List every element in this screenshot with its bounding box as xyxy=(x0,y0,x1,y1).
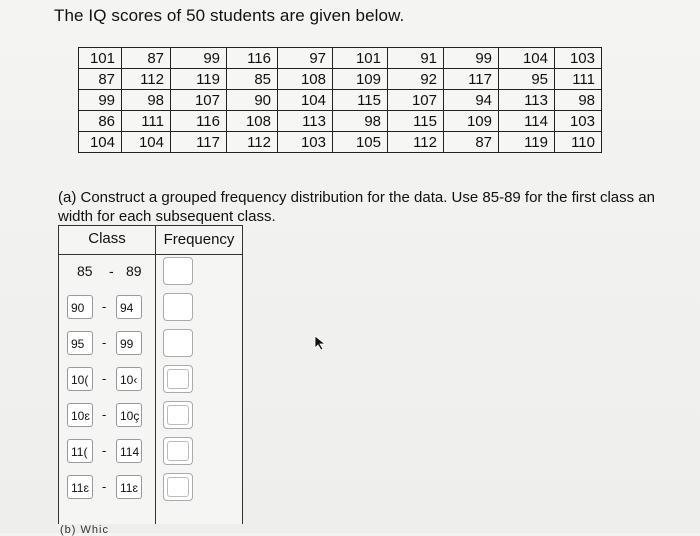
score-cell: 104 xyxy=(278,90,333,111)
class-row-7 xyxy=(59,470,242,506)
class-lower-input[interactable]: 95 xyxy=(67,331,93,355)
score-cell: 98 xyxy=(333,111,388,132)
question-line-2: width for each subsequent class. xyxy=(58,208,276,225)
class-cell xyxy=(59,362,155,398)
score-cell: 87 xyxy=(444,132,499,153)
class-dash: - xyxy=(102,371,107,386)
class-lower-input[interactable]: 10( xyxy=(67,367,93,391)
score-cell: 111 xyxy=(555,69,602,90)
class-upper-input[interactable]: 114 xyxy=(116,439,142,463)
question-b-cut: (b) Whic xyxy=(60,524,109,536)
question-a xyxy=(58,188,700,226)
iq-scores-table xyxy=(78,47,602,153)
class-lower-input[interactable]: 90 xyxy=(67,295,93,319)
score-cell: 103 xyxy=(555,111,602,132)
question-line-1: (a) Construct a grouped frequency distribution for the data. Use 85-89 for the first class an xyxy=(58,189,655,206)
score-cell: 113 xyxy=(499,90,555,111)
frequency-input[interactable] xyxy=(163,437,193,465)
score-cell: 108 xyxy=(278,69,333,90)
score-cell: 92 xyxy=(388,69,444,90)
frequency-table xyxy=(58,225,243,524)
class-lower-input[interactable]: 10ɛ xyxy=(67,403,93,427)
class-cell xyxy=(59,290,155,326)
score-cell: 116 xyxy=(227,48,278,69)
score-cell: 87 xyxy=(79,69,122,90)
score-cell: 115 xyxy=(333,90,388,111)
class-cell xyxy=(59,470,155,506)
class-upper-input[interactable]: 10‹ xyxy=(116,367,142,391)
arrow-cursor-icon xyxy=(313,335,327,351)
score-cell: 87 xyxy=(122,48,171,69)
class-cell xyxy=(59,434,155,470)
frequency-table-header xyxy=(59,226,242,255)
class-row-1 xyxy=(59,254,242,290)
score-cell: 114 xyxy=(499,111,555,132)
class-dash: - xyxy=(102,407,107,422)
scores-row xyxy=(79,111,602,132)
scores-row xyxy=(79,48,602,69)
frequency-header: Frequency xyxy=(163,231,235,248)
score-cell: 86 xyxy=(79,111,122,132)
frequency-input[interactable] xyxy=(163,257,193,285)
frequency-input[interactable] xyxy=(163,365,193,393)
class-dash: - xyxy=(102,479,107,494)
class-row-4 xyxy=(59,362,242,398)
class-cell xyxy=(59,254,155,290)
score-cell: 119 xyxy=(171,69,227,90)
score-cell: 112 xyxy=(122,69,171,90)
class-upper-value: 89 xyxy=(126,263,142,279)
class-lower-value: 85 xyxy=(77,263,93,279)
score-cell: 107 xyxy=(171,90,227,111)
score-cell: 99 xyxy=(79,90,122,111)
class-row-5 xyxy=(59,398,242,434)
score-cell: 112 xyxy=(388,132,444,153)
class-row-3 xyxy=(59,326,242,362)
score-cell: 98 xyxy=(122,90,171,111)
score-cell: 103 xyxy=(278,132,333,153)
class-cell xyxy=(59,398,155,434)
class-dash: - xyxy=(102,443,107,458)
class-upper-input[interactable]: 10ç xyxy=(116,403,142,427)
score-cell: 98 xyxy=(555,90,602,111)
frequency-input[interactable] xyxy=(163,329,193,357)
score-cell: 112 xyxy=(227,132,278,153)
scores-row xyxy=(79,90,602,111)
score-cell: 91 xyxy=(388,48,444,69)
class-dash: - xyxy=(102,299,107,314)
score-cell: 85 xyxy=(227,69,278,90)
score-cell: 117 xyxy=(444,69,499,90)
class-upper-input[interactable]: 11ɛ xyxy=(116,475,142,499)
problem-title: The IQ scores of 50 students are given below. xyxy=(54,6,405,25)
class-row-6 xyxy=(59,434,242,470)
score-cell: 105 xyxy=(333,132,388,153)
frequency-input[interactable] xyxy=(163,473,193,501)
score-cell: 104 xyxy=(499,48,555,69)
scores-row xyxy=(79,132,602,153)
scores-row xyxy=(79,69,602,90)
score-cell: 108 xyxy=(227,111,278,132)
class-cell xyxy=(59,326,155,362)
score-cell: 109 xyxy=(444,111,499,132)
score-cell: 94 xyxy=(444,90,499,111)
score-cell: 115 xyxy=(388,111,444,132)
score-cell: 99 xyxy=(171,48,227,69)
score-cell: 90 xyxy=(227,90,278,111)
score-cell: 119 xyxy=(499,132,555,153)
score-cell: 97 xyxy=(278,48,333,69)
class-lower-input[interactable]: 11( xyxy=(67,439,93,463)
score-cell: 109 xyxy=(333,69,388,90)
score-cell: 104 xyxy=(122,132,171,153)
score-cell: 101 xyxy=(333,48,388,69)
score-cell: 107 xyxy=(388,90,444,111)
score-cell: 104 xyxy=(79,132,122,153)
class-dash: - xyxy=(102,335,107,350)
score-cell: 116 xyxy=(171,111,227,132)
class-lower-input[interactable]: 11ɛ xyxy=(67,475,93,499)
score-cell: 103 xyxy=(555,48,602,69)
score-cell: 95 xyxy=(499,69,555,90)
class-upper-input[interactable]: 99 xyxy=(116,331,142,355)
class-upper-input[interactable]: 94 xyxy=(116,295,142,319)
score-cell: 101 xyxy=(79,48,122,69)
score-cell: 99 xyxy=(444,48,499,69)
class-row-2 xyxy=(59,290,242,326)
score-cell: 113 xyxy=(278,111,333,132)
score-cell: 111 xyxy=(122,111,171,132)
class-dash: - xyxy=(109,263,114,279)
frequency-input[interactable] xyxy=(163,401,193,429)
score-cell: 117 xyxy=(171,132,227,153)
frequency-input[interactable] xyxy=(163,293,193,321)
class-header: Class xyxy=(59,226,156,254)
score-cell: 110 xyxy=(555,132,602,153)
